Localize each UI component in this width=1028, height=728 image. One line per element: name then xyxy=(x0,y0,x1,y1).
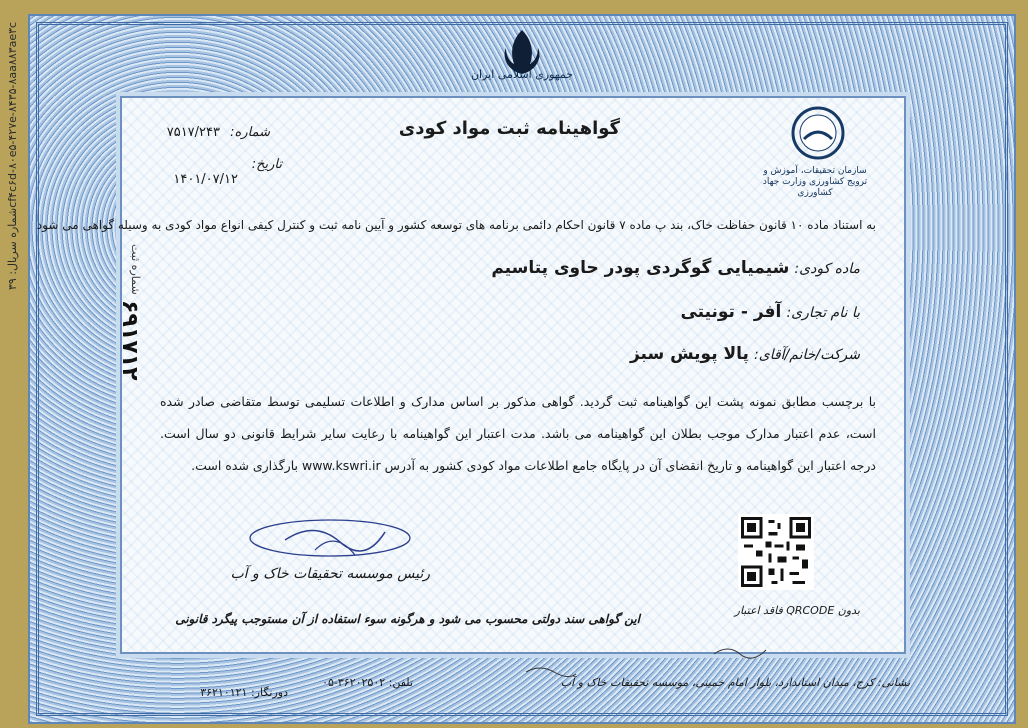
registration-code: ۶۹۱۷۱۲ xyxy=(117,300,142,381)
material-row xyxy=(491,258,860,278)
intro-paragraph: به استناد ماده ۱۰ قانون حفاظت خاک، بند پ ماده ۷ قانون احکام دائمی برنامه های توسعه کشور و آیین نامه ثبت و کنترل کیفی انواع مواد کودی به وسیله گواهی می شود xyxy=(36,218,876,232)
republic-caption: جمهوری اسلامی ایران xyxy=(470,68,574,81)
registration-label: شماره ثبت xyxy=(129,244,142,295)
signer-title: رئیس موسسه تحقیقات خاک و آب xyxy=(230,566,430,582)
organization-name: سازمان تحقیقات، آموزش و ترویج کشاورزی وزارت جهاد کشاورزی xyxy=(762,166,868,198)
brand-value: آفر - تونیتی xyxy=(680,302,782,322)
number-label: شماره: xyxy=(230,125,270,140)
number-value: ۷۵۱۷/۲۴۳ xyxy=(166,125,220,140)
initial-signature-icon xyxy=(710,640,770,664)
qr-code-icon[interactable] xyxy=(738,514,814,590)
date-label: تاریخ: xyxy=(251,157,282,172)
company-value: پالا پویش سبز xyxy=(629,344,749,364)
footer-address: نشانی: کرج، میدان استاندارد، بلوار امام خمینی، موسسه تحقیقات خاک و آب xyxy=(560,676,910,689)
company-label: شرکت/خانم/آقای: xyxy=(754,347,860,363)
date-value: ۱۴۰۱/۰۷/۱۲ xyxy=(173,172,238,187)
qr-note: بدون QRCODE فاقد اعتبار xyxy=(734,604,860,617)
brand-label: با نام تجاری: xyxy=(786,305,860,321)
material-value: شیمیایی گوگردی پودر حاوی پتاسیم xyxy=(491,258,790,278)
certificate-title: گواهینامه ثبت مواد کودی xyxy=(398,118,620,139)
material-label: ماده کودی: xyxy=(794,261,860,277)
legal-warning: این گواهی سند دولتی محسوب می شود و هرگونه سوء استفاده از آن مستوجب پیگرد قانونی xyxy=(175,612,640,626)
company-row xyxy=(630,344,860,364)
jihad-logo-icon xyxy=(790,105,846,161)
footer-phone: تلفن: ۳۶۲۰۲۵۰۲-۰۵ xyxy=(322,676,413,689)
serial-number: شماره سریال: ۳۹cf۴c۶d-۸۰e۵-۴۲۷e-۸۴۳۵-۸aa۸۸۳ae۳c xyxy=(6,21,19,290)
footer-fax: دورنگار: ۳۶۲۱۰۱۲۱ xyxy=(200,686,288,699)
body-paragraph: با برچسب مطابق نمونه پشت این گواهینامه ثبت گردید. گواهی مذکور بر اساس مدارک و اطلاعات تسلیمی توسط متقاضی صادر شده است، عدم اعتبار مدارک موجب بطلان این گواهینامه می باشد. مدت اعتبار این گواهینامه با رعایت سایر شرایط قانونی دو سال است. درجه اعتبار این گواهینامه و تاریخ انقضای آن در پایگاه جامع اطلاعات مواد کودی کشور به آدرس www.kswri.ir بارگذاری شده است. xyxy=(160,394,876,473)
brand-row xyxy=(680,302,860,322)
